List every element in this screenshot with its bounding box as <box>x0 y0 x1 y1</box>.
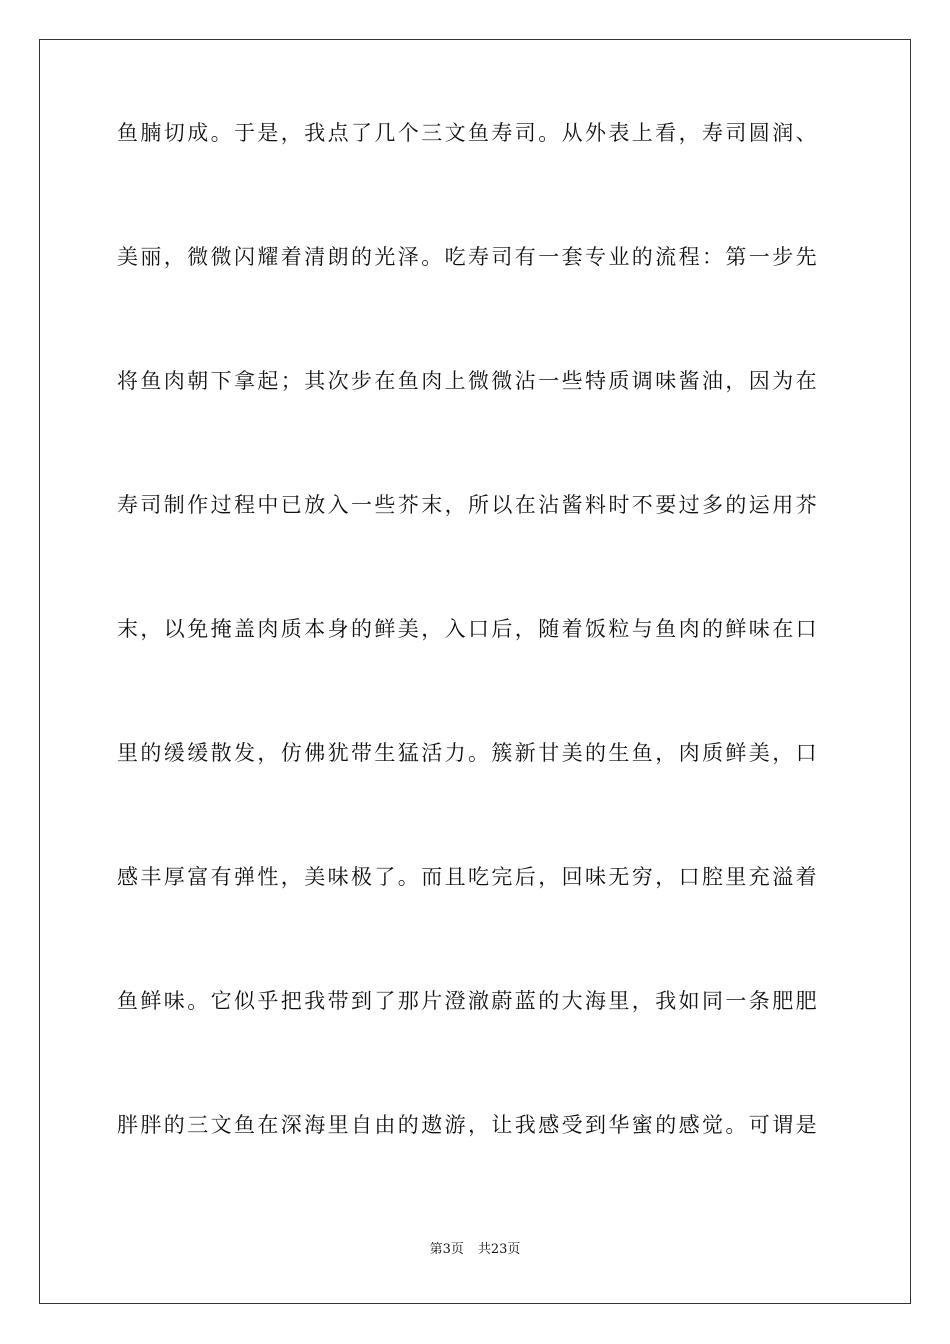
page-number: 第3页 <box>429 1242 464 1257</box>
page-footer <box>0 1241 950 1259</box>
text-line: 美丽，微微闪耀着清朗的光泽。吃寿司有一套专业的流程：第一步先 <box>117 245 819 269</box>
text-line: 末，以免掩盖肉质本身的鲜美，入口后，随着饭粒与鱼肉的鲜味在口 <box>117 617 819 641</box>
text-line: 寿司制作过程中已放入一些芥末，所以在沾酱料时不要过多的运用芥 <box>117 493 819 517</box>
text-line: 胖胖的三文鱼在深海里自由的遨游，让我感受到华蜜的感觉。可谓是 <box>117 1113 819 1137</box>
text-line: 将鱼肉朝下拿起；其次步在鱼肉上微微沾一些特质调味酱油，因为在 <box>117 369 819 393</box>
text-line: 鱼腩切成。于是，我点了几个三文鱼寿司。从外表上看，寿司圆润、 <box>117 121 819 145</box>
text-line: 里的缓缓散发，仿佛犹带生猛活力。簇新甘美的生鱼，肉质鲜美，口 <box>117 741 819 765</box>
text-line: 感丰厚富有弹性，美味极了。而且吃完后，回味无穷，口腔里充溢着 <box>117 865 819 889</box>
text-line: 鱼鲜味。它似乎把我带到了那片澄澈蔚蓝的大海里，我如同一条肥肥 <box>117 989 819 1013</box>
page-total: 共23页 <box>477 1242 521 1257</box>
